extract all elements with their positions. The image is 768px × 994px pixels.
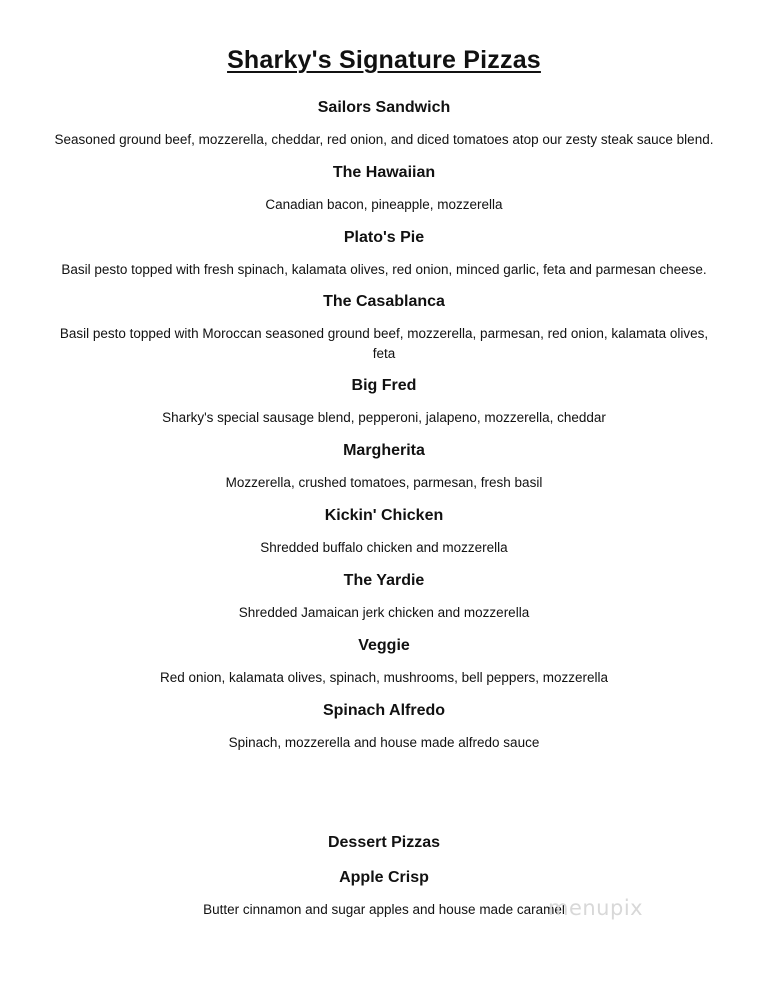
item-name: The Hawaiian xyxy=(332,164,436,181)
page-title: Sharky's Signature Pizzas xyxy=(227,46,541,74)
item-description: Red onion, kalamata olives, spinach, mushrooms, bell peppers, mozzerella xyxy=(160,670,608,685)
item-name: Margherita xyxy=(343,442,425,459)
menu-item-platos-pie xyxy=(0,228,768,280)
item-description: Shredded Jamaican jerk chicken and mozzerella xyxy=(238,605,530,620)
item-description: Canadian bacon, pineapple, mozzerella xyxy=(265,197,503,212)
item-description: Shredded buffalo chicken and mozzerella xyxy=(260,540,508,555)
item-description: Seasoned ground beef, mozzerella, cheddar, red onion, and diced tomatoes atop our zesty steak sauce blend. xyxy=(54,132,714,147)
watermark-logo: menupix xyxy=(548,896,644,920)
item-name: Sailors Sandwich xyxy=(317,99,451,116)
menu-item-the-yardie xyxy=(0,571,768,623)
menu-item-the-casablanca xyxy=(0,292,768,364)
menu-item-spinach-alfredo xyxy=(0,701,768,753)
item-description: Mozzerella, crushed tomatoes, parmesan, fresh basil xyxy=(225,475,543,490)
item-name: Apple Crisp xyxy=(339,869,429,886)
menu-item-the-hawaiian xyxy=(0,163,768,215)
dessert-heading: Dessert Pizzas xyxy=(327,834,441,851)
item-description: Spinach, mozzerella and house made alfredo sauce xyxy=(228,735,540,750)
item-description: Basil pesto topped with Moroccan seasoned ground beef, mozzerella, parmesan, red onion, kalamata olives, feta xyxy=(59,326,709,361)
item-name: Veggie xyxy=(358,637,410,654)
item-name: Spinach Alfredo xyxy=(322,702,446,719)
item-name: The Yardie xyxy=(343,572,425,589)
item-name: Plato's Pie xyxy=(343,229,425,246)
menu-item-kickin-chicken xyxy=(0,506,768,558)
menu-item-apple-crisp xyxy=(0,868,768,920)
item-name: Big Fred xyxy=(351,377,417,394)
menu-item-big-fred xyxy=(0,376,768,428)
item-description: Sharky's special sausage blend, pepperoni, jalapeno, mozzerella, cheddar xyxy=(162,410,606,425)
menu-item-sailors-sandwich xyxy=(0,98,768,150)
item-description: Butter cinnamon and sugar apples and house made caramel xyxy=(203,902,565,917)
menu-item-veggie xyxy=(0,636,768,688)
item-name: Kickin' Chicken xyxy=(324,507,444,524)
item-name: The Casablanca xyxy=(323,293,445,310)
item-description: Basil pesto topped with fresh spinach, kalamata olives, red onion, minced garlic, feta and parmesan cheese. xyxy=(61,262,707,277)
menu-item-margherita xyxy=(0,441,768,493)
